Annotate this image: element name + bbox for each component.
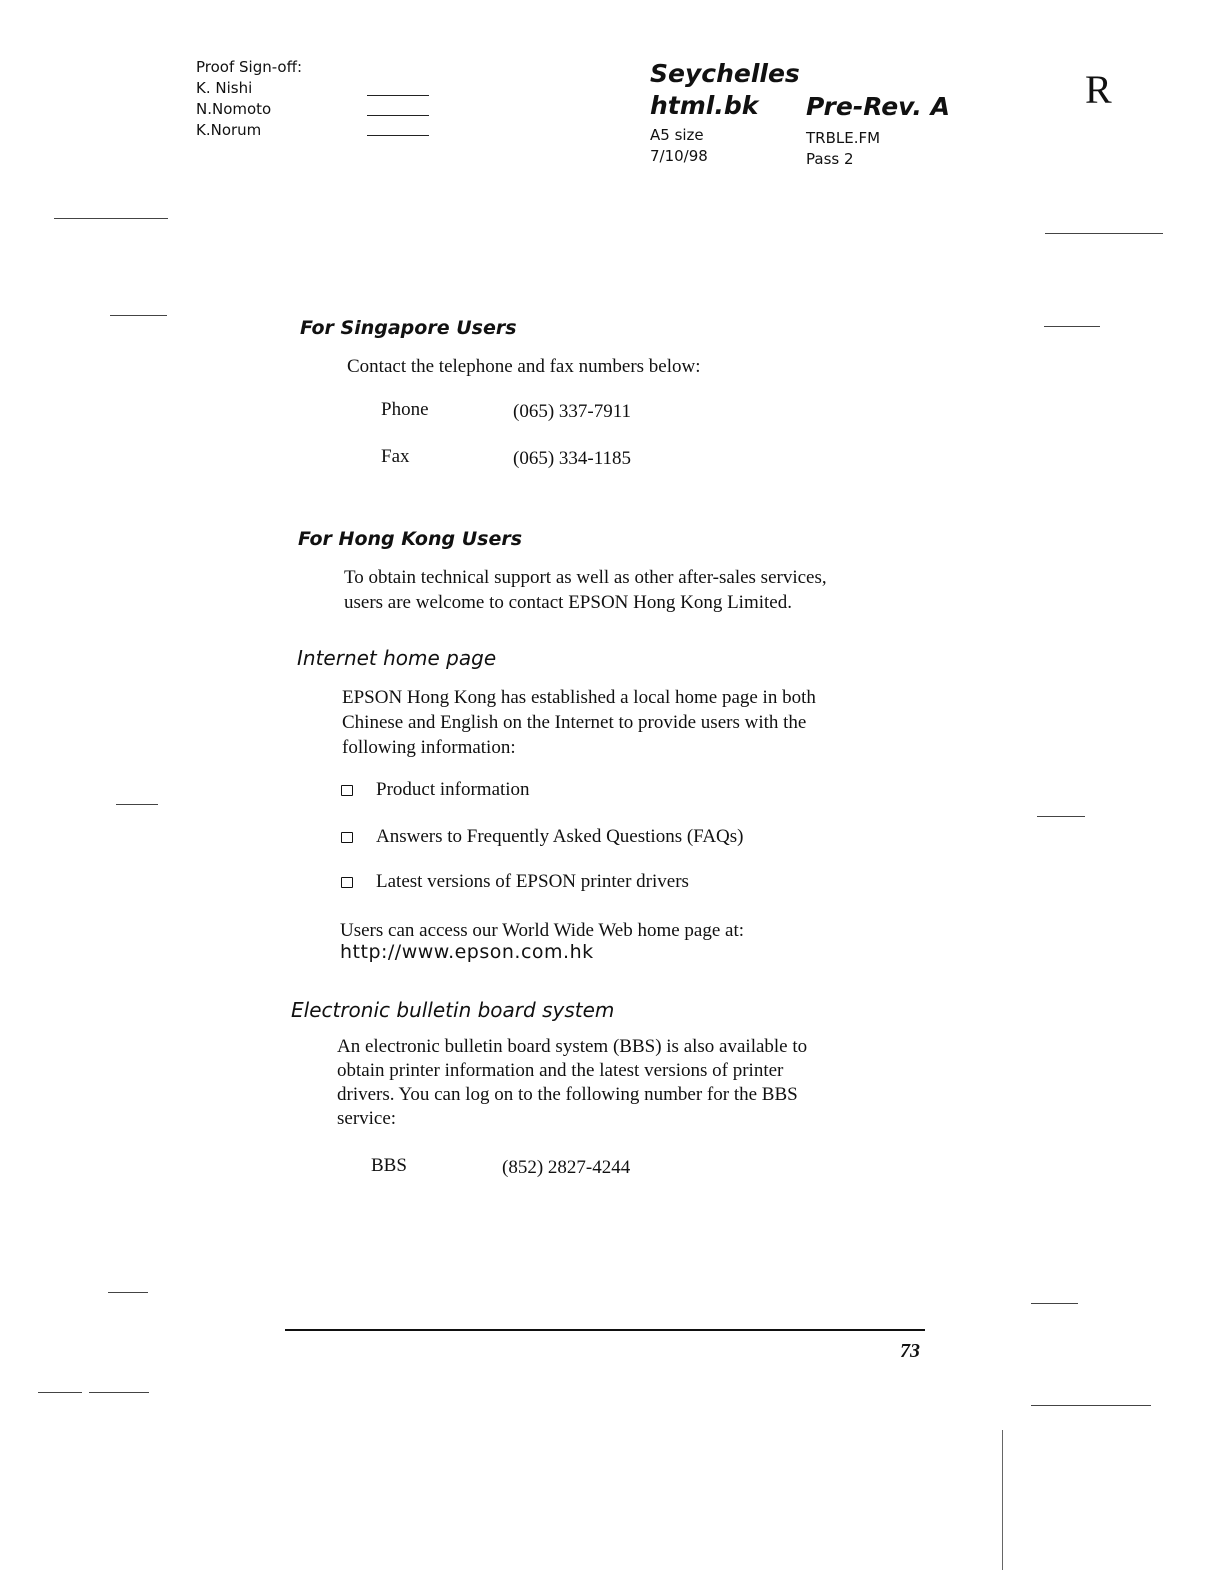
internet-description: [342, 685, 816, 760]
signoff-name: K.Norum: [196, 121, 262, 139]
text-line: users are welcome to contact EPSON Hong Kong Limited.: [344, 592, 792, 613]
subheading-internet-home-page: Internet home page: [297, 646, 497, 670]
signature-line: [367, 95, 429, 96]
crop-mark: [116, 804, 158, 805]
checkbox-bullet-icon: [341, 832, 353, 843]
crop-mark: [1002, 1430, 1003, 1570]
section-heading-hong-kong: For Hong Kong Users: [298, 528, 523, 550]
text-line: An electronic bulletin board system (BBS) is also available to: [337, 1036, 808, 1057]
revision-meta: [806, 128, 880, 170]
hong-kong-intro: [344, 565, 827, 615]
checkbox-bullet-icon: [341, 785, 353, 796]
crop-mark: [38, 1392, 82, 1393]
signature-line: [367, 115, 429, 116]
text-line: obtain printer information and the latest versions of printer: [337, 1060, 784, 1081]
contact-value-phone: (065) 337-7911: [513, 401, 632, 422]
checkbox-bullet-icon: [341, 877, 353, 888]
singapore-intro: Contact the telephone and fax numbers below:: [347, 356, 701, 377]
list-item-text: Product information: [376, 779, 530, 800]
crop-mark: [54, 218, 168, 219]
pass-number: Pass 2: [806, 150, 854, 168]
contact-label-phone: Phone: [381, 399, 429, 420]
book-meta: [650, 125, 708, 167]
crop-mark: [1044, 326, 1100, 327]
proof-signoff: [196, 57, 302, 141]
crop-mark: [89, 1392, 149, 1393]
text-line: To obtain technical support as well as other after-sales services,: [344, 567, 827, 588]
crop-mark: [1031, 1303, 1078, 1304]
text-line: EPSON Hong Kong has established a local home page in both: [342, 687, 816, 708]
homepage-url[interactable]: http://www.epson.com.hk: [340, 941, 594, 963]
page-size: A5 size: [650, 126, 704, 144]
text-line: service:: [337, 1108, 397, 1129]
revision-label: Pre-Rev. A: [806, 92, 950, 121]
list-item-text: Answers to Frequently Asked Questions (FAQs): [376, 826, 744, 847]
book-title: [650, 58, 800, 122]
page-number: 73: [900, 1340, 920, 1362]
bbs-number: (852) 2827-4244: [502, 1157, 631, 1178]
crop-mark: [1031, 1405, 1151, 1406]
signature-line: [367, 135, 429, 136]
book-name: Seychelles: [650, 59, 800, 88]
text-line: Chinese and English on the Internet to provide users with the: [342, 712, 807, 733]
corner-mark: R: [1085, 67, 1112, 112]
crop-mark: [108, 1292, 148, 1293]
signoff-name: N.Nomoto: [196, 100, 272, 118]
fm-file: TRBLE.FM: [806, 129, 881, 147]
crop-mark: [1037, 816, 1085, 817]
date: 7/10/98: [650, 147, 708, 165]
footer-rule: [285, 1329, 925, 1331]
list-item-text: Latest versions of EPSON printer drivers: [376, 871, 689, 892]
text-line: following information:: [342, 737, 516, 758]
access-text: Users can access our World Wide Web home page at:: [340, 920, 745, 941]
crop-mark: [110, 315, 167, 316]
text-line: drivers. You can log on to the following number for the BBS: [337, 1084, 798, 1105]
signoff-title: Proof Sign-off:: [196, 58, 302, 76]
book-file: html.bk: [650, 91, 759, 120]
signoff-name: K. Nishi: [196, 79, 253, 97]
contact-label-fax: Fax: [381, 446, 410, 467]
bbs-label: BBS: [371, 1155, 407, 1176]
section-heading-singapore: For Singapore Users: [300, 317, 517, 339]
bbs-description: [337, 1035, 807, 1131]
subheading-bbs: Electronic bulletin board system: [291, 998, 615, 1022]
crop-mark: [1045, 233, 1163, 234]
contact-value-fax: (065) 334-1185: [513, 448, 632, 469]
